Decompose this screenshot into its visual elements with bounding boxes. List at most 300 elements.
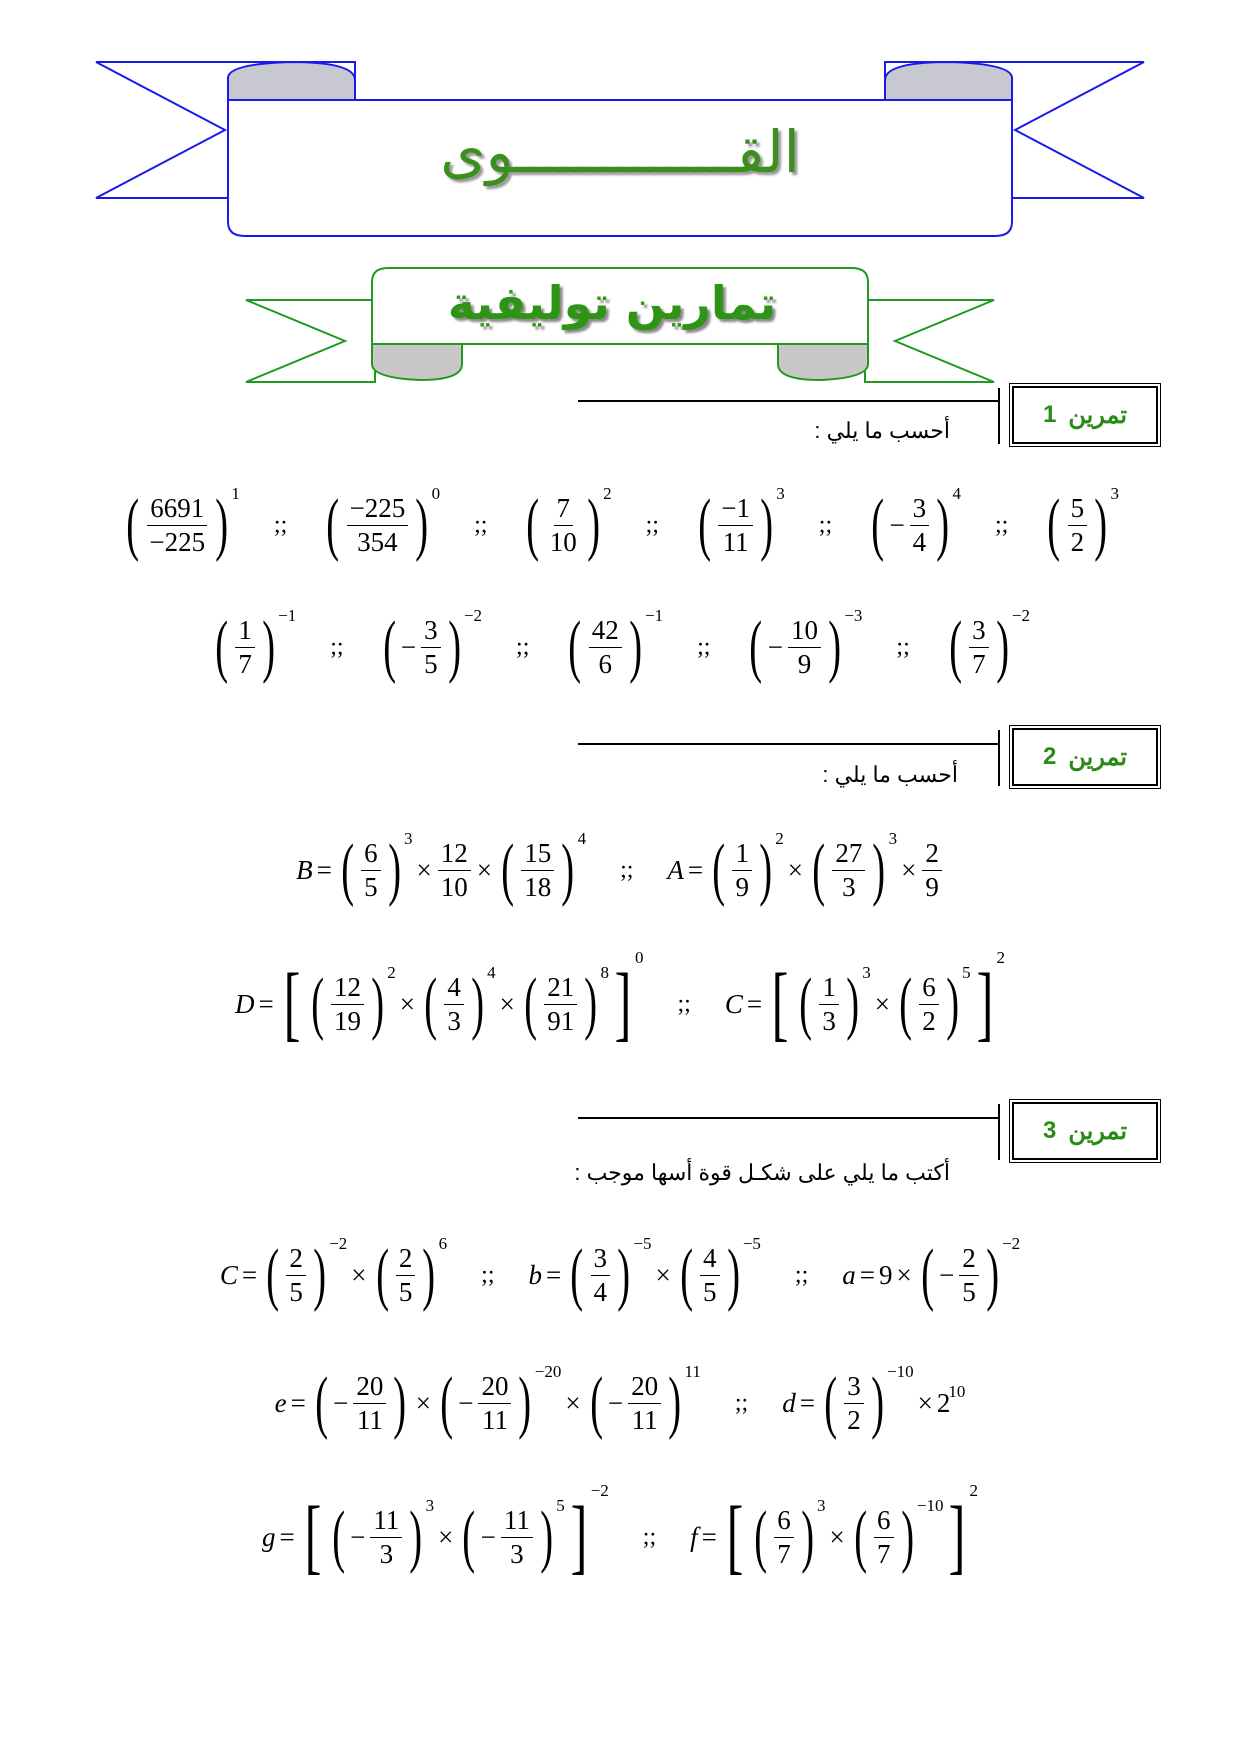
power-term [794,963,871,1042]
expression-variable [262,1522,299,1553]
power-term [944,606,1030,685]
parenthesized-fraction [121,486,233,563]
parenthesized-fraction [675,1236,745,1313]
left-paren: ( [853,1498,867,1575]
ex3-row3 [0,1481,1240,1583]
right-paren: ) [415,486,429,563]
parenthesized-fraction [794,965,864,1042]
operator: × [351,1259,367,1290]
separator: ;; [620,856,634,883]
ex1-number: 1 [1042,401,1057,428]
separator: ;; [642,1523,657,1550]
denominator: 3 [842,871,856,902]
fraction [919,973,939,1035]
exponent: −1 [278,606,297,625]
parenthesized-fraction [210,608,280,685]
ex2-row2 [0,948,1240,1050]
fraction [370,1506,402,1568]
fraction [628,1372,661,1434]
denominator: 5 [703,1276,717,1307]
operator: × [874,988,890,1019]
ex3-label: تمرين [1068,1117,1128,1145]
numerator: 42 [589,616,622,647]
parenthesized-fraction [419,965,489,1042]
operator: × [917,1387,933,1418]
operator: × [655,1259,671,1290]
variable: D [234,988,255,1019]
numerator: 6 [774,1506,794,1537]
power-term [457,1496,565,1575]
power-term [1042,484,1119,563]
denominator: 5 [398,1276,413,1307]
denominator: −225 [149,526,206,557]
numerator: 20 [478,1372,511,1403]
parenthesized-fraction [565,1236,635,1313]
denominator: 3 [822,1005,836,1036]
right-paren: ) [587,486,600,563]
parenthesized-fraction [435,1364,537,1441]
parenthesized-fraction [371,1236,441,1313]
exponent: −5 [742,1234,761,1253]
separator: ;; [273,511,288,538]
ex3-label-box [1012,1102,1158,1160]
parenthesized-fraction [749,1498,819,1575]
power-term [261,1234,348,1313]
numerator: 6 [361,839,381,870]
numerator: 1 [732,839,752,870]
variable: f [690,1521,698,1552]
operator: × [565,1387,581,1418]
power-term [749,1496,826,1575]
right-paren: ) [800,1498,814,1575]
expression-variable [725,989,766,1020]
ex3-number: 3 [1042,1117,1057,1144]
variable: e [274,1387,287,1418]
left-bracket: [ [304,1490,322,1583]
minus-sign: − [480,1521,496,1552]
right-paren: ) [986,1236,999,1313]
power-term [121,484,240,563]
left-paren: ( [899,965,913,1042]
right-paren: ) [759,831,773,908]
right-paren: ) [726,1236,740,1313]
parenthesized-fraction [563,608,647,685]
numerator: 10 [788,616,821,647]
exponent: 10 [948,1381,966,1401]
exponent: 4 [952,484,961,503]
fraction [146,494,208,556]
operator: = [746,988,763,1019]
parenthesized-fraction [306,965,390,1042]
ex1-row1 [0,484,1240,563]
exponent: 3 [888,829,898,848]
left-paren: ( [679,1236,693,1313]
outer-exponent: 2 [996,948,1006,967]
exponent: 6 [438,1234,448,1253]
parenthesized-fraction [1042,486,1112,563]
parenthesized-fraction [894,965,964,1042]
numerator: 2 [286,1244,306,1275]
fraction [589,616,622,678]
numerator: 12 [438,839,471,870]
parenthesized-fraction [849,1498,919,1575]
ex1-rule [578,400,998,402]
fraction [444,973,464,1035]
variable: B [296,854,313,885]
right-paren: ) [262,608,275,685]
fraction [844,1372,864,1434]
right-paren: ) [540,1498,553,1575]
parenthesized-fraction [944,608,1014,685]
denominator: 2 [1070,526,1085,557]
right-paren: ) [215,486,229,563]
parenthesized-fraction [707,831,777,908]
fraction [421,616,441,678]
numerator: 6 [874,1506,894,1537]
denominator: 11 [481,1404,508,1435]
ex2-row1 [0,829,1240,908]
right-paren: ) [561,831,575,908]
operator: = [279,1521,295,1552]
base: 2 [936,1387,951,1418]
fraction [478,1372,511,1434]
denominator: 3 [447,1005,461,1036]
fraction [331,973,364,1035]
left-paren: ( [754,1498,767,1575]
outer-exponent: 2 [969,1481,978,1500]
right-bracket: ] [949,1490,966,1583]
separator: ;; [645,511,659,538]
parenthesized-fraction [807,831,891,908]
denominator: 6 [598,648,612,679]
operator: × [415,1387,431,1418]
right-paren: ) [422,1236,436,1313]
numerator: 4 [444,973,464,1004]
exponent: 2 [387,963,396,982]
ex2-label: تمرين [1068,743,1128,771]
ex3-rule [578,1117,998,1119]
power-term [327,1496,435,1575]
exponent: 1 [231,484,240,503]
expression-variable [842,1260,879,1291]
right-paren: ) [447,608,461,685]
parenthesized-fraction [496,831,580,908]
denominator: 11 [356,1404,383,1435]
denominator: 354 [357,526,398,557]
parenthesized-fraction [321,486,433,563]
power-term [849,1496,944,1575]
denominator: 5 [289,1276,303,1307]
right-paren: ) [1094,486,1108,563]
parenthesized-fraction [457,1498,558,1575]
power-term [693,484,785,563]
right-paren: ) [313,1236,326,1313]
fraction [874,1506,894,1568]
minus-sign: − [350,1521,366,1552]
banners-graphic [0,0,1240,400]
exponent: 3 [817,1496,826,1515]
right-paren: ) [846,965,859,1042]
denominator: 11 [631,1404,658,1435]
fraction [959,1244,979,1306]
power-term [310,1364,412,1441]
exponent: −2 [1002,1234,1021,1253]
fraction [774,1506,794,1568]
right-paren: ) [936,486,950,563]
numerator: 12 [331,973,364,1004]
page-title: القـــــــــــــوى [440,118,800,186]
fraction [732,839,752,901]
left-paren: ( [341,831,354,908]
fraction [1068,494,1088,556]
variable: A [667,854,684,885]
operator: × [499,988,515,1019]
fraction [286,1244,306,1306]
minus-sign: − [767,631,783,662]
left-paren: ( [315,1364,328,1441]
power-term [336,829,413,908]
right-paren: ) [371,965,385,1042]
numerator: 20 [353,1372,386,1403]
power-term [519,963,610,1042]
denominator: 9 [797,648,812,679]
exponent: 3 [776,484,785,503]
variable: a [842,1259,856,1290]
separator: ;; [994,511,1009,538]
fraction [544,973,577,1035]
exponent: 3 [425,1496,435,1515]
numerator: 2 [959,1244,979,1275]
power-term [435,1362,562,1441]
operator: = [241,1259,258,1290]
operator: = [687,854,704,885]
denominator: 4 [912,526,927,557]
minus-sign: − [400,631,417,662]
fraction [788,616,821,678]
left-paren: ( [424,965,438,1042]
numerator: 2 [922,839,942,870]
operator: = [316,854,332,885]
operator: = [799,1387,815,1418]
right-bracket: ] [614,957,632,1050]
operator: × [896,1259,912,1290]
parenthesized-fraction [866,486,954,563]
fraction [718,494,753,556]
denominator: 7 [238,648,252,679]
numerator: −1 [718,494,753,525]
numerator: 1 [819,973,839,1004]
expression-variable [296,855,336,886]
right-paren: ) [471,965,484,1042]
separator: ;; [794,1261,809,1288]
separator: ;; [474,511,488,538]
denominator: 10 [549,526,577,557]
operator: = [701,1521,717,1552]
left-paren: ( [375,1236,389,1313]
numerator: 2 [396,1244,416,1275]
bracket-group [766,948,1006,1050]
exponent: 4 [577,829,587,848]
left-paren: ( [501,831,515,908]
exponent: 2 [603,484,612,503]
numerator: 3 [591,1244,611,1275]
parenthesized-fraction [693,486,778,563]
exponent: −10 [887,1362,914,1381]
left-paren: ( [524,965,537,1042]
page-subtitle: تمارين توليفية [447,276,777,330]
left-paren: ( [698,486,711,563]
denominator: 2 [847,1404,861,1435]
exponent: 3 [1110,484,1119,503]
fraction [438,839,471,901]
exponent: −2 [1011,606,1030,625]
ex2-rule [578,743,998,745]
denominator: 5 [364,871,378,902]
power-term [419,963,496,1042]
power-term [565,1234,652,1313]
separator: ;; [330,633,344,660]
right-bracket: ] [976,957,993,1050]
numerator: 7 [554,494,574,525]
operator: = [859,1259,875,1290]
left-paren: ( [266,1236,280,1313]
exponent: 8 [600,963,610,982]
ex1-instruction: أحسب ما يلي : [814,418,950,443]
numerator: 5 [1068,494,1088,525]
separator: ;; [481,1261,495,1288]
separator: ;; [677,990,691,1017]
operator: × [829,1521,845,1552]
fraction [521,839,554,901]
denominator: 91 [547,1005,575,1036]
right-paren: ) [872,831,886,908]
left-paren: ( [824,1364,837,1441]
power-term [378,606,483,685]
power-term [819,1362,914,1441]
operator: = [546,1259,562,1290]
numerator: 6 [919,973,939,1004]
numerator: 6691 [147,494,207,525]
ex2-number: 2 [1042,743,1057,770]
numerator: 27 [832,839,865,870]
power-term [585,1362,701,1441]
numerator: 21 [544,973,577,1004]
exponent: 2 [775,829,784,848]
power-term [321,484,441,563]
exponent: −5 [633,1234,652,1253]
expression-variable [690,1522,721,1553]
parenthesized-fraction [521,486,605,563]
ex2-instruction: أحسب ما يلي : [822,762,958,787]
right-paren: ) [870,1364,884,1441]
right-paren: ) [584,965,598,1042]
ex3-row1 [0,1234,1240,1313]
denominator: 10 [440,871,468,902]
parenthesized-fraction [819,1364,889,1441]
denominator: 7 [972,648,986,679]
numerator: 4 [700,1244,720,1275]
left-paren: ( [570,1236,584,1313]
denominator: 18 [524,871,552,902]
expression-variable [667,855,707,886]
fraction [353,1372,386,1434]
bracket-group [278,948,644,1050]
left-bracket: [ [726,1490,744,1583]
left-paren: ( [526,486,540,563]
exponent: −2 [463,606,483,625]
ex1-rule-tick [998,388,1000,444]
ex1-label: تمرين [1068,401,1128,429]
left-paren: ( [712,831,726,908]
left-paren: ( [326,486,340,563]
parenthesized-fraction [327,1498,428,1575]
left-paren: ( [332,1498,345,1575]
left-paren: ( [215,608,229,685]
outer-exponent: −2 [590,1481,609,1500]
right-paren: ) [628,608,642,685]
right-paren: ) [760,486,774,563]
power-term [210,606,297,685]
exponent: 5 [556,1496,565,1515]
parenthesized-fraction [744,608,846,685]
variable: C [219,1259,238,1290]
fraction [547,494,580,556]
left-paren: ( [871,486,885,563]
variable: g [262,1521,276,1552]
power-term [563,606,664,685]
power-term [675,1234,761,1313]
left-paren: ( [126,486,140,563]
exponent: −3 [844,606,863,625]
left-paren: ( [440,1364,453,1441]
right-paren: ) [387,831,401,908]
fraction [591,1244,611,1306]
fraction [347,494,409,556]
ex2-label-box [1012,728,1158,786]
exponent: −10 [916,1496,944,1515]
fraction [501,1506,533,1568]
minus-sign: − [889,509,905,540]
denominator: 9 [925,871,939,902]
power-term [866,484,961,563]
numerator: 3 [910,494,930,525]
power-term [894,963,971,1042]
operator: × [438,1521,454,1552]
expression-variable [782,1388,819,1419]
left-paren: ( [749,608,763,685]
numerator: 3 [969,616,989,647]
numerator: −225 [347,494,409,525]
ex1-label-box [1012,386,1158,444]
outer-exponent: 0 [635,948,644,967]
fraction [700,1244,720,1306]
bracket-group [299,1481,609,1583]
minus-sign: − [333,1387,349,1418]
left-paren: ( [799,965,813,1042]
power-term [744,606,863,685]
parenthesized-fraction [378,608,466,685]
left-paren: ( [568,608,582,685]
denominator: 4 [593,1276,608,1307]
denominator: 3 [510,1538,524,1569]
right-paren: ) [945,965,959,1042]
parenthesized-fraction [916,1236,1004,1313]
power-term [707,829,784,908]
variable: b [528,1259,542,1290]
operator: × [476,854,492,885]
fraction [235,616,255,678]
ex3-row2 [0,1362,1240,1441]
